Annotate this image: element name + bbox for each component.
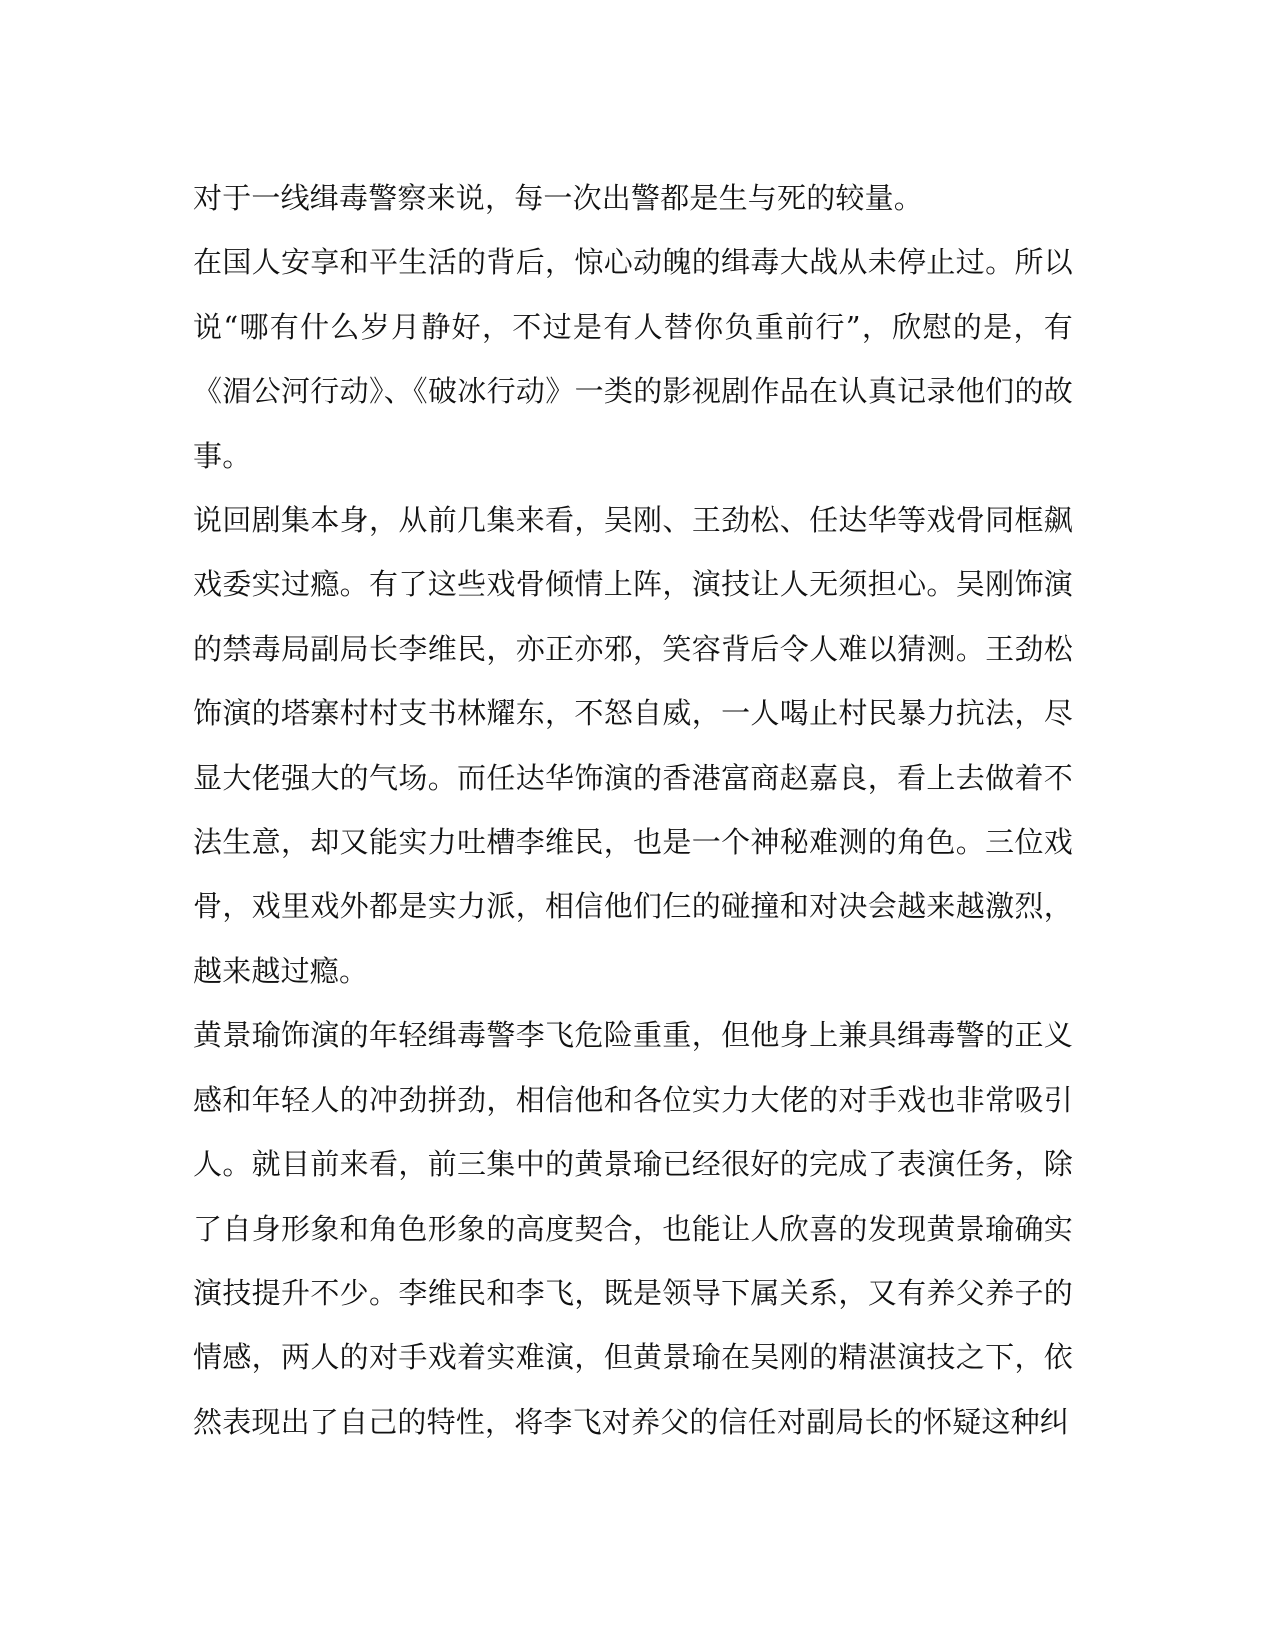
paragraph-intro: 对于一线缉毒警察来说，每一次出警都是生与死的较量。 (193, 181, 924, 215)
paragraph-background: 在国人安享和平生活的背后，惊心动魄的缉毒大战从未停止过。所以说“哪有什么岁月静好，不过是有人替你负重前行”，欣慰的是，有《湄公河行动》、《破冰行动》一类的影视剧作品在认真记录他们的故事。 (193, 245, 1073, 473)
paragraph-lead-actor: 黄景瑜饰演的年轻缉毒警李飞危险重重，但他身上兼具缉毒警的正义感和年轻人的冲劲拼劲，相信他和各位实力大佬的对手戏也非常吸引人。就目前来看，前三集中的黄景瑜已经很好的完成了表演任务，除了自身形象和角色形象的高度契合，也能让人欣喜的发现黄景瑜确实演技提升不少。李维民和李飞，既是领导下属关系，又有养父养子的情感，两人的对手戏着实难演，但黄景瑜在吴刚的精湛演技之下，依然表现出了自己的特性，将李飞对养父的信任对副局长的怀疑这种纠 (193, 1018, 1073, 1439)
document-body (193, 166, 1073, 1454)
paragraph-cast-veterans: 说回剧集本身，从前几集来看，吴刚、王劲松、任达华等戏骨同框飙戏委实过瘾。有了这些戏骨倾情上阵，演技让人无须担心。吴刚饰演的禁毒局副局长李维民，亦正亦邪，笑容背后令人难以猜测。王劲松饰演的塔寨村村支书林耀东，不怒自威，一人喝止村民暴力抗法，尽显大佬强大的气场。而任达华饰演的香港富商赵嘉良，看上去做着不法生意，却又能实力吐槽李维民，也是一个神秘难测的角色。三位戏骨，戏里戏外都是实力派，相信他们仨的碰撞和对决会越来越激烈，越来越过瘾。 (193, 503, 1073, 988)
